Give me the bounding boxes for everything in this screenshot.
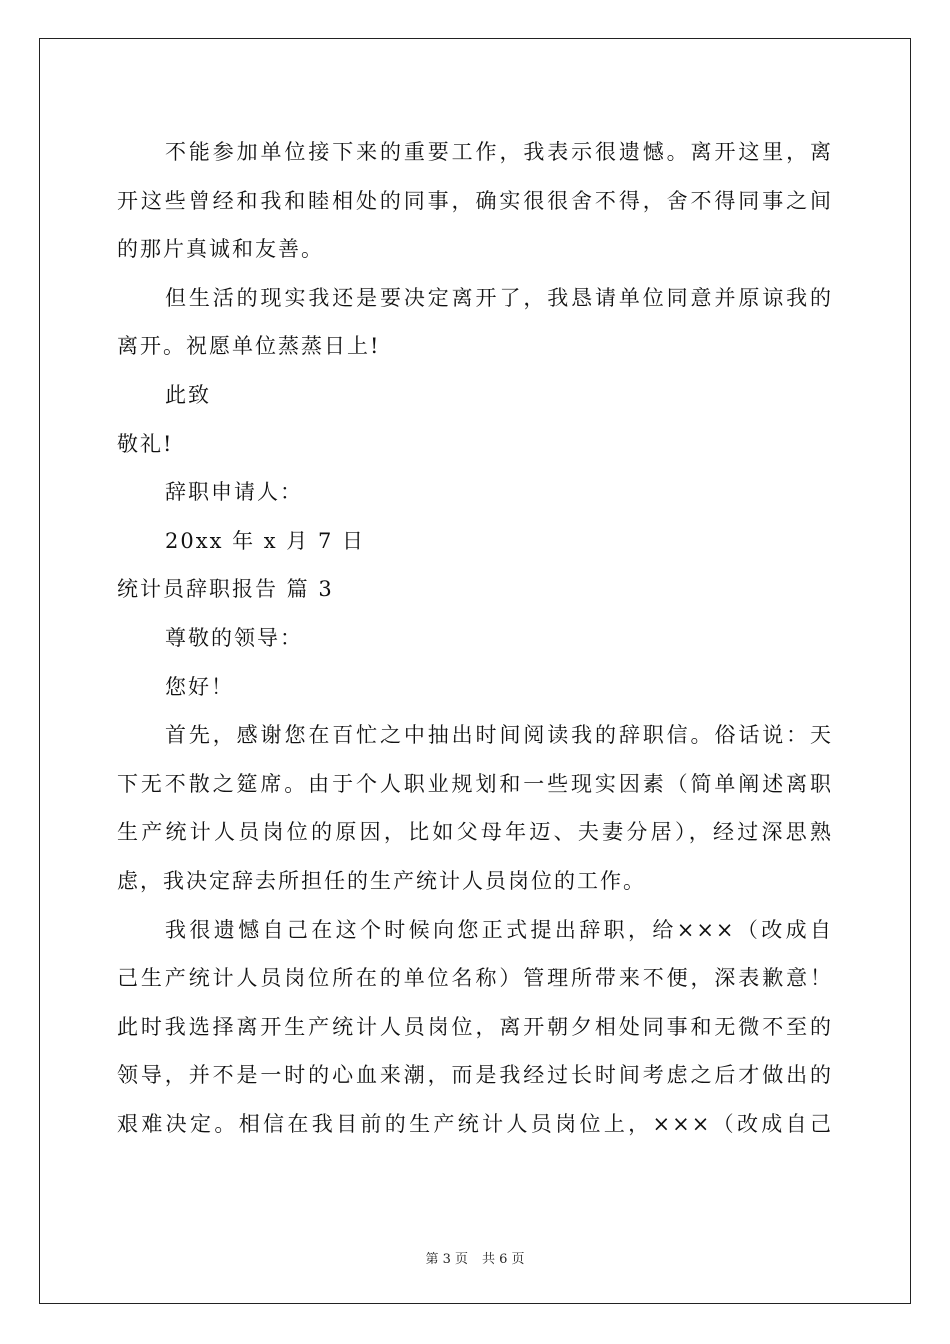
text-line: 的那片真诚和友善。 [117,237,324,262]
text-line: 己生产统计人员岗位所在的单位名称）管理所带来不便，深表歉意！ [117,966,833,991]
document-body [117,128,833,1148]
text-line: 开这些曾经和我和睦相处的同事，确实很很舍不得，舍不得同事之间 [117,188,833,213]
greeting-line: 尊敬的领导： [165,625,303,650]
signature-line: 辞职申请人： [165,480,303,505]
greeting-line: 您好！ [165,674,234,699]
date-line: 20xx 年 x 月 7 日 [165,528,365,553]
page-total: 共 6 页 [482,1252,525,1267]
section-heading: 统计员辞职报告 篇 3 [117,577,334,602]
text-line: 首先，感谢您在百忙之中抽出时间阅读我的辞职信。俗话说：天 [165,723,833,748]
text-line: 生产统计人员岗位的原因，比如父母年迈、夫妻分居），经过深思熟 [117,820,833,845]
salutation-line: 敬礼! [117,431,174,456]
text-line: 我很遗憾自己在这个时候向您正式提出辞职，给×××（改成自 [165,917,833,942]
text-line: 不能参加单位接下来的重要工作，我表示很遗憾。离开这里，离 [165,140,833,164]
text-line: 但生活的现实我还是要决定离开了，我恳请单位同意并原谅我的 [165,285,833,310]
text-line: 下无不散之筵席。由于个人职业规划和一些现实因素（简单阐述离职 [117,771,833,796]
text-line: 虑，我决定辞去所担任的生产统计人员岗位的工作。 [117,868,646,893]
closing-line: 此致 [165,382,211,407]
text-line: 艰难决定。相信在我目前的生产统计人员岗位上，×××（改成自己 [117,1111,833,1136]
text-line: 此时我选择离开生产统计人员岗位，离开朝夕相处同事和无微不至的 [117,1014,833,1039]
text-line: 领导，并不是一时的心血来潮，而是我经过长时间考虑之后才做出的 [117,1063,833,1088]
page-footer [0,1248,950,1267]
page-number: 第 3 页 [425,1252,468,1267]
text-line: 离开。祝愿单位蒸蒸日上! [117,334,381,359]
